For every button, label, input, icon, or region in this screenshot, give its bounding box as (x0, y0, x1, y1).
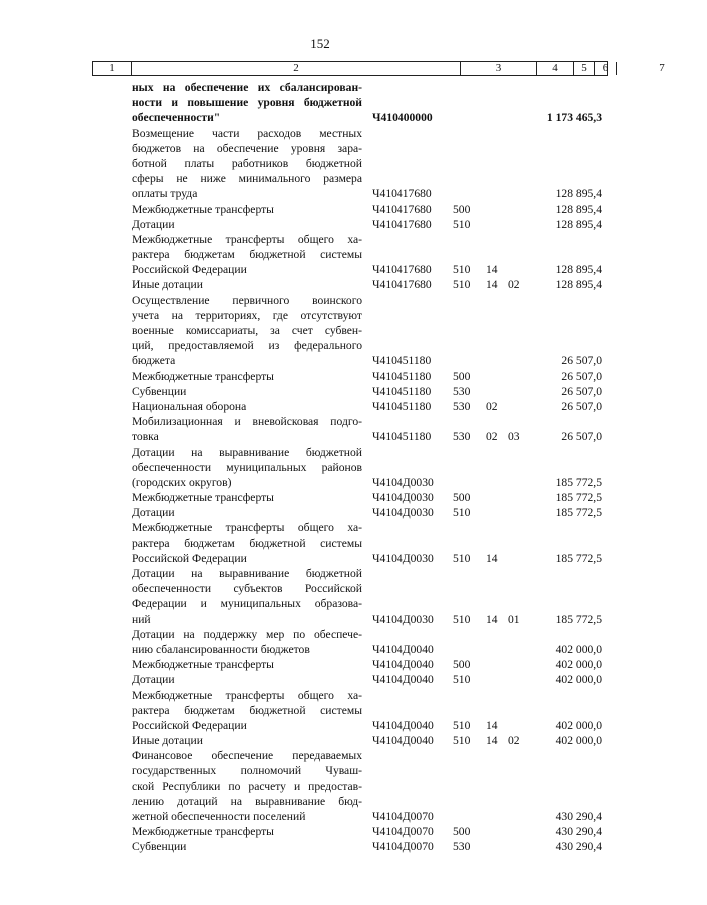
table-row (0, 277, 640, 292)
amount-cell: 402 000,0 (555, 673, 602, 687)
target-code-cell: Ч4104Д0030 (372, 491, 434, 505)
row-name-line: Межбюджетные трансферты (132, 491, 274, 505)
table-row-continuation (0, 536, 640, 551)
row-name-line: оплаты труда (132, 187, 198, 201)
target-code-cell: Ч4104Д0070 (372, 840, 434, 854)
row-name-line: рактера бюджетам бюджетной системы (132, 536, 362, 550)
table-row-continuation (0, 429, 640, 444)
row-name-line: ций, предоставляемой из федерального (132, 339, 362, 353)
expense-type-cell: 510 (453, 612, 471, 626)
target-code-cell: Ч4104Д0040 (372, 673, 434, 687)
row-name-line: ности и повышение уровня бюджетной (132, 96, 362, 110)
subsection-cell: 01 (508, 612, 520, 626)
table-row-continuation (0, 110, 640, 125)
expense-type-cell: 500 (453, 825, 471, 839)
table-header (92, 61, 665, 76)
amount-cell: 26 507,0 (561, 399, 602, 413)
row-name-line: Федерации и муниципальных образова- (132, 597, 362, 611)
table-row-continuation (0, 779, 640, 794)
row-name-line: Дотации на выравнивание бюджетной (132, 567, 362, 580)
target-code-cell: Ч410417680 (372, 217, 432, 231)
row-name-line: Иные дотации (132, 734, 203, 748)
table-row-continuation (0, 308, 640, 323)
target-code-cell: Ч4104Д0030 (372, 551, 434, 565)
section-cell: 14 (486, 612, 498, 626)
table-row (0, 202, 640, 217)
amount-cell: 185 772,5 (555, 551, 602, 565)
row-name-line: ний (132, 612, 151, 626)
row-name-line: бюджета (132, 354, 176, 368)
table-row (0, 399, 640, 414)
expense-type-cell: 510 (453, 551, 471, 565)
target-code-cell: Ч4104Д0070 (372, 825, 434, 839)
row-name-line: (городских округов) (132, 475, 232, 489)
table-row-continuation (0, 323, 640, 338)
table-row-continuation (0, 247, 640, 262)
target-code-cell: Ч410400000 (372, 111, 433, 125)
target-code-cell: Ч410451180 (372, 430, 432, 444)
amount-cell: 402 000,0 (555, 718, 602, 732)
amount-cell: 402 000,0 (555, 658, 602, 672)
target-code-cell: Ч4104Д0040 (372, 658, 434, 672)
target-code-cell: Ч410417680 (372, 202, 432, 216)
row-name-line: Дотации (132, 506, 175, 520)
row-name-line: Межбюджетные трансферты (132, 369, 274, 383)
row-name-line: военные комиссариаты, за счет субвен- (132, 324, 362, 337)
row-name-line: Иные дотации (132, 278, 203, 292)
table-row-continuation (0, 596, 640, 611)
target-code-cell: Ч410451180 (372, 399, 432, 413)
amount-cell: 128 895,4 (555, 187, 602, 201)
table-row (0, 80, 640, 95)
expense-type-cell: 500 (453, 658, 471, 672)
table-row-continuation (0, 262, 640, 277)
row-name-line: Субвенции (132, 384, 187, 398)
table-row (0, 232, 640, 247)
amount-cell: 402 000,0 (555, 734, 602, 748)
section-cell: 14 (486, 278, 498, 292)
amount-cell: 26 507,0 (561, 369, 602, 383)
table-row (0, 839, 640, 854)
target-code-cell: Ч4104Д0040 (372, 718, 434, 732)
amount-cell: 185 772,5 (555, 506, 602, 520)
row-name-line: лению дотаций на выравнивание бюд- (132, 794, 362, 808)
row-name-line: Российской Федерации (132, 551, 247, 565)
table-row-continuation (0, 763, 640, 778)
table-row-continuation (0, 612, 640, 627)
row-name-line: ных на обеспечение их сбалансирован- (132, 81, 362, 94)
amount-cell: 128 895,4 (555, 217, 602, 231)
page-number: 152 (310, 36, 330, 51)
row-name-line: жетной обеспеченности поселений (132, 810, 306, 823)
row-name-line: учета на территориях, где отсутствуют (132, 308, 362, 322)
amount-cell: 128 895,4 (555, 202, 602, 216)
expense-type-cell: 530 (453, 384, 471, 398)
amount-cell: 185 772,5 (555, 475, 602, 489)
expense-type-cell: 510 (453, 278, 471, 292)
row-name-line: товка (132, 430, 159, 444)
expense-type-cell: 510 (453, 263, 471, 277)
row-name-line: обеспеченности муниципальных районов (132, 460, 362, 474)
table-row (0, 445, 640, 460)
expense-type-cell: 500 (453, 491, 471, 505)
expense-type-cell: 530 (453, 840, 471, 854)
row-name-line: Мобилизационная и вневойсковая подго- (132, 415, 362, 429)
table-row (0, 505, 640, 520)
table-row (0, 627, 640, 642)
header-col-2: 2 (131, 62, 460, 75)
row-name-line: Межбюджетные трансферты (132, 825, 274, 839)
table-row-continuation (0, 475, 640, 490)
amount-cell: 402 000,0 (555, 642, 602, 656)
amount-cell: 26 507,0 (561, 354, 602, 368)
target-code-cell: Ч410417680 (372, 278, 432, 292)
row-name-line: Российской Федерации (132, 263, 247, 277)
table-row (0, 520, 640, 535)
table-row (0, 414, 640, 429)
row-name-line: Межбюджетные трансферты общего ха- (132, 688, 362, 702)
table-row-continuation (0, 794, 640, 809)
row-name-line: обеспеченности" (132, 111, 221, 125)
table-row-continuation (0, 460, 640, 475)
header-col-3: 3 (460, 62, 536, 75)
header-col-4: 4 (536, 62, 573, 75)
table-row-continuation (0, 141, 640, 156)
row-name-line: ботной платы работников бюджетной (132, 156, 362, 170)
amount-cell: 430 290,4 (555, 825, 602, 839)
row-name-line: нию сбалансированности бюджетов (132, 642, 310, 656)
section-cell: 02 (486, 430, 498, 444)
row-name-line: государственных полномочий Чуваш- (132, 764, 362, 778)
row-name-line: Осуществление первичного воинского (132, 293, 362, 307)
row-name-line: ской Республики по расчету и предостав- (132, 779, 362, 793)
row-name-line: Дотации на поддержку мер по обеспече- (132, 627, 362, 641)
target-code-cell: Ч410417680 (372, 263, 432, 277)
amount-cell: 185 772,5 (555, 491, 602, 505)
table-row-continuation (0, 171, 640, 186)
table-row (0, 293, 640, 308)
header-col-1: 1 (109, 62, 115, 74)
amount-cell: 430 290,4 (555, 840, 602, 854)
subsection-cell: 02 (508, 734, 520, 748)
table-row-continuation (0, 718, 640, 733)
expense-type-cell: 530 (453, 430, 471, 444)
expense-type-cell: 510 (453, 217, 471, 231)
expense-type-cell: 510 (453, 734, 471, 748)
table-row (0, 657, 640, 672)
table-row-continuation (0, 809, 640, 824)
table-row (0, 824, 640, 839)
amount-cell: 185 772,5 (555, 612, 602, 626)
header-col-6: 6 (594, 62, 616, 75)
table-row-continuation (0, 581, 640, 596)
row-name-line: Межбюджетные трансферты общего ха- (132, 521, 362, 535)
row-name-line: рактера бюджетам бюджетной системы (132, 703, 362, 717)
target-code-cell: Ч4104Д0040 (372, 642, 434, 656)
row-name-line: обеспеченности субъектов Российской (132, 582, 362, 596)
expense-type-cell: 500 (453, 369, 471, 383)
table-row (0, 672, 640, 687)
table-row-continuation (0, 156, 640, 171)
row-name-line: Национальная оборона (132, 399, 247, 413)
table-row-continuation (0, 338, 640, 353)
row-name-line: Дотации (132, 217, 175, 231)
row-name-line: Межбюджетные трансферты (132, 658, 274, 672)
table-row-continuation (0, 186, 640, 201)
target-code-cell: Ч4104Д0030 (372, 506, 434, 520)
amount-cell: 128 895,4 (555, 263, 602, 277)
row-name-line: бюджетов на обеспечение уровня зара- (132, 141, 362, 155)
table-row-continuation (0, 353, 640, 368)
header-col-5: 5 (573, 62, 594, 75)
row-name-line: Дотации на выравнивание бюджетной (132, 445, 362, 459)
expense-type-cell: 510 (453, 673, 471, 687)
target-code-cell: Ч410417680 (372, 187, 432, 201)
table-row (0, 217, 640, 232)
table-row (0, 566, 640, 581)
header-col-7: 7 (616, 62, 707, 75)
expense-type-cell: 530 (453, 399, 471, 413)
table-row-continuation (0, 642, 640, 657)
target-code-cell: Ч4104Д0040 (372, 734, 434, 748)
subsection-cell: 03 (508, 430, 520, 444)
table-row (0, 733, 640, 748)
table-body (0, 80, 640, 855)
expense-type-cell: 510 (453, 506, 471, 520)
amount-cell: 1 173 465,3 (546, 111, 602, 125)
table-row-continuation (0, 95, 640, 110)
row-name-line: Финансовое обеспечение передаваемых (132, 749, 362, 763)
expense-type-cell: 510 (453, 718, 471, 732)
section-cell: 14 (486, 718, 498, 732)
table-row (0, 748, 640, 763)
amount-cell: 26 507,0 (561, 430, 602, 444)
table-row (0, 384, 640, 399)
section-cell: 14 (486, 263, 498, 277)
target-code-cell: Ч410451180 (372, 369, 432, 383)
target-code-cell: Ч4104Д0030 (372, 612, 434, 626)
table-row (0, 369, 640, 384)
table-row (0, 126, 640, 141)
target-code-cell: Ч410451180 (372, 354, 432, 368)
amount-cell: 430 290,4 (555, 810, 602, 823)
row-name-line: Российской Федерации (132, 718, 247, 732)
section-cell: 02 (486, 399, 498, 413)
row-name-line: Возмещение части расходов местных (132, 126, 362, 140)
section-cell: 14 (486, 734, 498, 748)
target-code-cell: Ч410451180 (372, 384, 432, 398)
table-row-continuation (0, 703, 640, 718)
table-row (0, 490, 640, 505)
row-name-line: сферы не ниже минимального размера (132, 172, 362, 186)
section-cell: 14 (486, 551, 498, 565)
row-name-line: Субвенции (132, 840, 187, 854)
row-name-line: Дотации (132, 673, 175, 687)
expense-type-cell: 500 (453, 202, 471, 216)
row-name-line: рактера бюджетам бюджетной системы (132, 248, 362, 262)
target-code-cell: Ч4104Д0030 (372, 475, 434, 489)
table-row-continuation (0, 551, 640, 566)
target-code-cell: Ч4104Д0070 (372, 810, 434, 823)
subsection-cell: 02 (508, 278, 520, 292)
table-row (0, 688, 640, 703)
row-name-line: Межбюджетные трансферты общего ха- (132, 232, 362, 246)
amount-cell: 128 895,4 (555, 278, 602, 292)
row-name-line: Межбюджетные трансферты (132, 202, 274, 216)
amount-cell: 26 507,0 (561, 384, 602, 398)
